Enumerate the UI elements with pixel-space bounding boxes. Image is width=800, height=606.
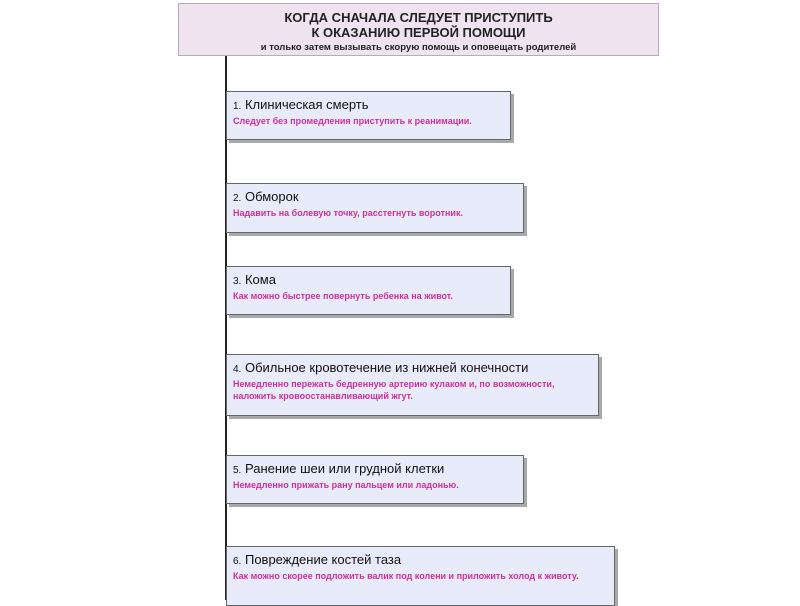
step-number: 3. xyxy=(233,276,242,287)
step-title-text: Ранение шеи или грудной клетки xyxy=(244,461,445,476)
step-title xyxy=(233,552,401,567)
step-card-5 xyxy=(226,455,524,504)
header-banner xyxy=(178,3,659,56)
step-description: Немедленно пережать бедренную артерию кулаком и, по возможности, наложить кровоостанавливающий жгут. xyxy=(233,379,555,401)
step-description: Немедленно прижать рану пальцем или ладонью. xyxy=(233,480,459,490)
step-title xyxy=(233,272,276,287)
header-title-line-2: К ОКАЗАНИЮ ПЕРВОЙ ПОМОЩИ xyxy=(311,25,526,40)
step-title xyxy=(233,461,444,476)
step-title xyxy=(233,97,369,112)
header-title-line-1: КОГДА СНАЧАЛА СЛЕДУЕТ ПРИСТУПИТЬ xyxy=(284,10,553,25)
step-number: 1. xyxy=(233,101,242,112)
step-number: 6. xyxy=(233,556,242,567)
step-number: 5. xyxy=(233,465,242,476)
step-card-4 xyxy=(226,354,599,416)
step-description: Как можно скорее подложить валик под колени и приложить холод к животу. xyxy=(233,571,579,581)
step-title-text: Обильное кровотечение из нижней конечности xyxy=(244,360,529,375)
header-subtitle: и только затем вызывать скорую помощь и оповещать родителей xyxy=(260,42,577,53)
step-card-2 xyxy=(226,183,524,233)
step-number: 4. xyxy=(233,364,242,375)
step-title xyxy=(233,189,299,204)
step-description: Следует без промедления приступить к реанимации. xyxy=(233,116,472,126)
step-title xyxy=(233,360,528,375)
step-description: Как можно быстрее повернуть ребенка на живот. xyxy=(233,291,453,301)
step-card-6 xyxy=(226,546,615,606)
step-card-1 xyxy=(226,91,511,140)
step-card-3 xyxy=(226,266,511,315)
step-description: Надавить на болевую точку, расстегнуть воротник. xyxy=(233,208,463,218)
step-number: 2. xyxy=(233,193,242,204)
step-title-text: Клиническая смерть xyxy=(244,97,369,112)
step-title-text: Кома xyxy=(244,272,276,287)
step-title-text: Обморок xyxy=(244,189,299,204)
step-title-text: Повреждение костей таза xyxy=(244,552,402,567)
